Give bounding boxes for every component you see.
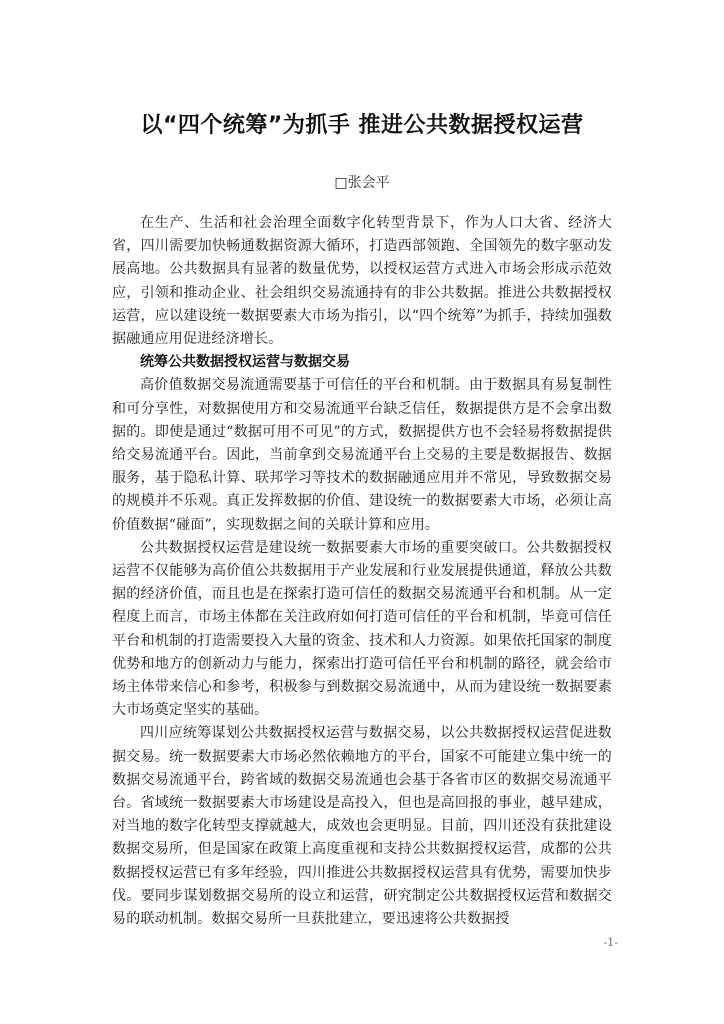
article-title: 以“四个统筹”为抓手 推进公共数据授权运营 bbox=[140, 113, 584, 138]
article-author: □张会平 bbox=[334, 175, 390, 191]
paragraph-intro: 在生产、生活和社会治理全面数字化转型背景下，作为人口大省、经济大省，四川需要加快畅通数据资源大循环，打造西部领跑、全国领先的数字驱动发展高地。公共数据具有显著的数量优势，以授权运营方式进入市场会形成示范效应，引领和推动企业、社会组织交易流通持有的非公共数据。推进公共数据授权运营，应以建设统一数据要素大市场为指引，以“四个统筹”为抓手，持续加强数据融通应用促进经济增长。 bbox=[112, 215, 612, 348]
paragraph-breakthrough: 公共数据授权运营是建设统一数据要素大市场的重要突破口。公共数据授权运营不仅能够为高价值公共数据用于产业发展和行业发展提供通道，释放公共数据的经济价值，而且也是在探索打造可信任的数据交易流通平台和机制。从一定程度上而言，市场主体都在关注政府如何打造可信任的平台和机制，毕竟可信任平台和机制的打造需要投入大量的资金、技术和人力资源。如果依托国家的制度优势和地方的创新动力与能力，探索出打造可信任平台和机制的路径，就会给市场主体带来信心和参考，积极参与到数据交易流通中，从而为建设统一数据要素大市场奠定坚实的基础。 bbox=[112, 539, 612, 719]
article-body bbox=[112, 212, 612, 931]
page-number: -1- bbox=[603, 936, 618, 949]
paragraph-trusted-platform: 高价值数据交易流通需要基于可信任的平台和机制。由于数据具有易复制性和可分享性，对数据使用方和交易流通平台缺乏信任，数据提供方是不会拿出数据的。即使是通过“数据可用不可见”的方式，数据提供方也不会轻易将数据提供给交易流通平台。因此，当前拿到交易流通平台上交易的主要是数据报告、数据服务，基于隐私计算、联邦学习等技术的数据融通应用并不常见，导致数据交易的规模并不乐观。真正发挥数据的价值、建设统一的数据要素大市场，必须让高价值数据“碰面”，实现数据之间的关联计算和应用。 bbox=[112, 377, 612, 533]
section-heading: 统筹公共数据授权运营与数据交易 bbox=[140, 354, 350, 371]
paragraph-sichuan-plan: 四川应统筹谋划公共数据授权运营与数据交易，以公共数据授权运营促进数据交易。统一数据要素大市场必然依赖地方的平台，国家不可能建立集中统一的数据交易流通平台，跨省域的数据交易流通也会基于各省市区的数据交易流通平台。省域统一数据要素大市场建设是高投入，但也是高回报的事业，越早建成，对当地的数字化转型支撑就越大，成效也会更明显。目前，四川还没有获批建设数据交易所，但是国家在政策上高度重视和支持公共数据授权运营，成都的公共数据授权运营已有多年经验，四川推进公共数据授权运营具有优势，需要加快步伐。要同步谋划数据交易所的设立和运营，研究制定公共数据授权运营和数据交易的联动机制。数据交易所一旦获批建立，要迅速将公共数据授 bbox=[112, 725, 612, 928]
